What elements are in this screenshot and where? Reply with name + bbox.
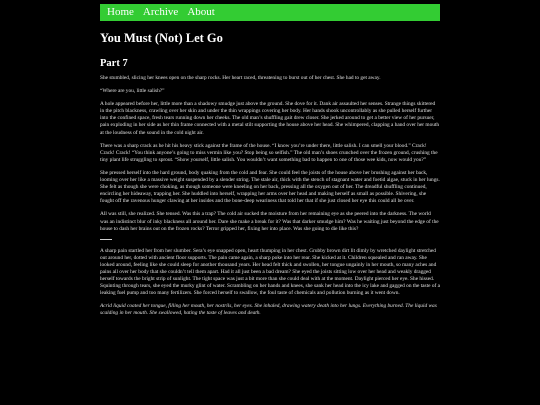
story-paragraph: A sharp pain startled her from her slumber. Sera’s eye snapped open, heart thumping in her chest. Grubby brown dirt lit dimly by wretched daylight stretched out around her, dotted with ancient floor supports. The pain came again, a sharp poke into her rear. She kicked at it. Children squealed and ran away. She looked around, feeling like she could sleep for another thousand years. Her head felt thick and swollen, her tongue ungainly in her mouth, so many aches and pains all over her body that she couldn’t tell them apart. Had it all just been a bad dream? She eyed the joists sitting low over her head and weakly dragged herself towards the bright strip of sunlight. The tight space was just a bit more than she could deal with at the moment. Daylight pierced her eye. She hissed. Squinting through tears, she eyed the murky glint of water. Scrambling on her hands and knees, she sank her head into the icy lake and gagged on the taste of a leaking fuel pump and too many fertilizers. She forced herself to swallow, the foul taste of chemicals and pollution burning as it went down.	[100, 247, 440, 297]
nav-link-about[interactable]: About	[187, 6, 215, 18]
story-body	[100, 75, 440, 318]
nav-link-archive[interactable]: Archive	[142, 6, 179, 18]
story-paragraph: “Where are you, little salish?”	[100, 88, 165, 95]
nav-link-home[interactable]: Home	[107, 6, 134, 18]
story-title: You Must (Not) Let Go	[100, 31, 223, 45]
page-column	[100, 0, 440, 324]
top-nav-bar	[100, 4, 440, 21]
story-paragraph: She pressed herself into the hard ground, body quaking from the cold and fear. She could feel the joists of the house above her brushing against her back, looming over her like a massive weight suspended by a slender string. The stale air, thick with the stench of stagnant water and foetid algae, stuck in her lungs. She felt as though she were choking, as though someone were kneeling on her back, pressing all the oxygen out of her. The dreadful shuffling continued, encircling her hideaway, trapping her. She huddled into herself, wrapping her arms over her head and making herself as small as possible. Shivering, she fought off the ravenous hunger clawing at her insides and the bone-deep weariness that told her that if she just closed her eye this could all be over.	[100, 169, 440, 205]
italic-paragraph: Acrid liquid coated her tongue, filling her mouth, her nostrils, her eyes. She inhaled, drawing watery death into her lungs. Everything burned. The liquid was scalding in her mouth. She swallowed, hating the taste of leaves and death.	[100, 303, 437, 317]
part-heading: Part 7	[100, 58, 128, 69]
story-paragraph: She stumbled, slicing her knees open on the sharp rocks. Her heart raced, threatening to burst out of her chest. She had to get away.	[100, 75, 381, 81]
story-paragraph: A hole appeared before her, little more than a shadowy smudge just above the ground. She dove for it. Dank air assaulted her senses. Strange things skittered in the pitch blackness, crawling over her skin and under the thin wrappings covering her body. Her hands shook uncontrollably as she pulled herself further into the confined space, fresh tears running down her cheeks. The old man’s shuffling gait drew closer. She jerked around to get a better view of her pursuer, pain exploding in her side as her thin frame connected with a metal stilt supporting the house above her head. She whimpered, clapping a hand over her mouth at the loudness of the sound in the cold night air.	[100, 101, 440, 136]
section-divider	[100, 239, 112, 240]
story-paragraph: There was a sharp crack as he hit his heavy stick against the frame of the house. “I know you’re under there, little salish. I can smell your blood.” Crack! Crack! Crack! “You think anyone’s going to miss vermin like you? Stop being so selfish.” The old man’s shoes crunched over the frozen ground, crushing the tiny plant life struggling to sprout. “Show yourself, little salish. You wouldn’t want something bad to happen to one of those wee kids, now would you?”	[100, 142, 438, 163]
story-paragraph: All was still, she realized. She tensed. Was this a trap? The cold air sucked the moisture from her remaining eye as she peered into the darkness. The world was an indistinct blur of inky blackness all around her. Dare she make a break for it? Was that darker smudge him? Was he waiting just beyond the edge of the house to dash her brains out on the frozen rocks? Terror gripped her, fixing her into place. Was she going to die like this?	[100, 211, 439, 232]
